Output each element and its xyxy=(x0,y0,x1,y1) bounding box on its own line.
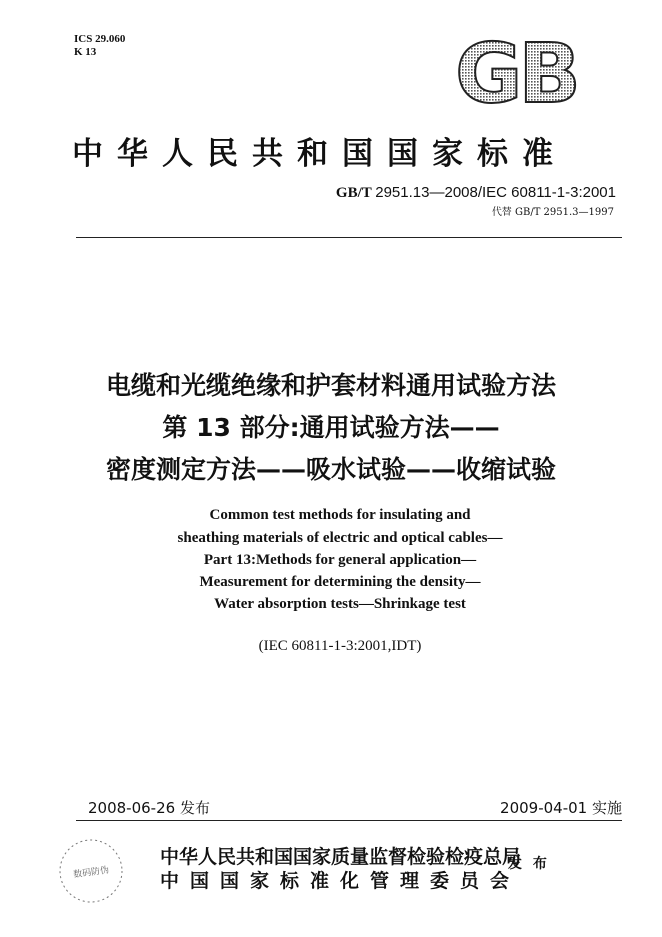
title-cn-line-1: 电缆和光缆绝缘和护套材料通用试验方法 xyxy=(105,371,556,400)
anti-counterfeit-seal-icon xyxy=(56,836,126,906)
standard-number xyxy=(336,184,616,202)
classification-code: K 13 xyxy=(74,46,97,58)
standard-category-title: 中华人民共和国国家标准 xyxy=(72,136,567,172)
standard-number-prefix: GB/T xyxy=(335,185,372,201)
title-en-line-2: sheathing materials of electric and optical cables— xyxy=(177,530,503,546)
ics-number: ICS 29.060 xyxy=(74,33,126,45)
top-divider xyxy=(76,237,622,238)
title-en-line-1: Common test methods for insulating and xyxy=(209,507,471,523)
bottom-divider xyxy=(76,820,622,821)
issuer-line-1: 中华人民共和国国家质量监督检验检疫总局 xyxy=(160,846,522,868)
issue-date: 2008-06-26 发布 xyxy=(88,799,210,817)
title-cn-line-2: 第 13 部分:通用试验方法—— xyxy=(162,413,500,442)
equivalence-note: (IEC 60811-1-3:2001,IDT) xyxy=(258,638,422,654)
publish-label: 发 布 xyxy=(508,856,550,872)
title-en-line-4: Measurement for determining the density— xyxy=(199,574,481,590)
title-en-line-5: Water absorption tests—Shrinkage test xyxy=(214,596,466,612)
gb-logo xyxy=(447,36,585,108)
svg-text:GB: GB xyxy=(455,36,577,108)
standard-number-body: 2951.13—2008/IEC 60811-1-3:2001 xyxy=(375,184,616,201)
title-cn-line-3: 密度测定方法——吸水试验——收缩试验 xyxy=(105,455,556,484)
issuer-line-2: 中国国家标准化管理委员会 xyxy=(160,870,521,892)
title-en-line-3: Part 13:Methods for general application— xyxy=(203,552,477,568)
svg-text:数码防伪: 数码防伪 xyxy=(72,865,110,881)
implementation-date: 2009-04-01 实施 xyxy=(500,799,622,817)
replaces-note: 代替 GB/T 2951.3—1997 xyxy=(491,207,614,218)
ics-code-block xyxy=(74,33,125,59)
